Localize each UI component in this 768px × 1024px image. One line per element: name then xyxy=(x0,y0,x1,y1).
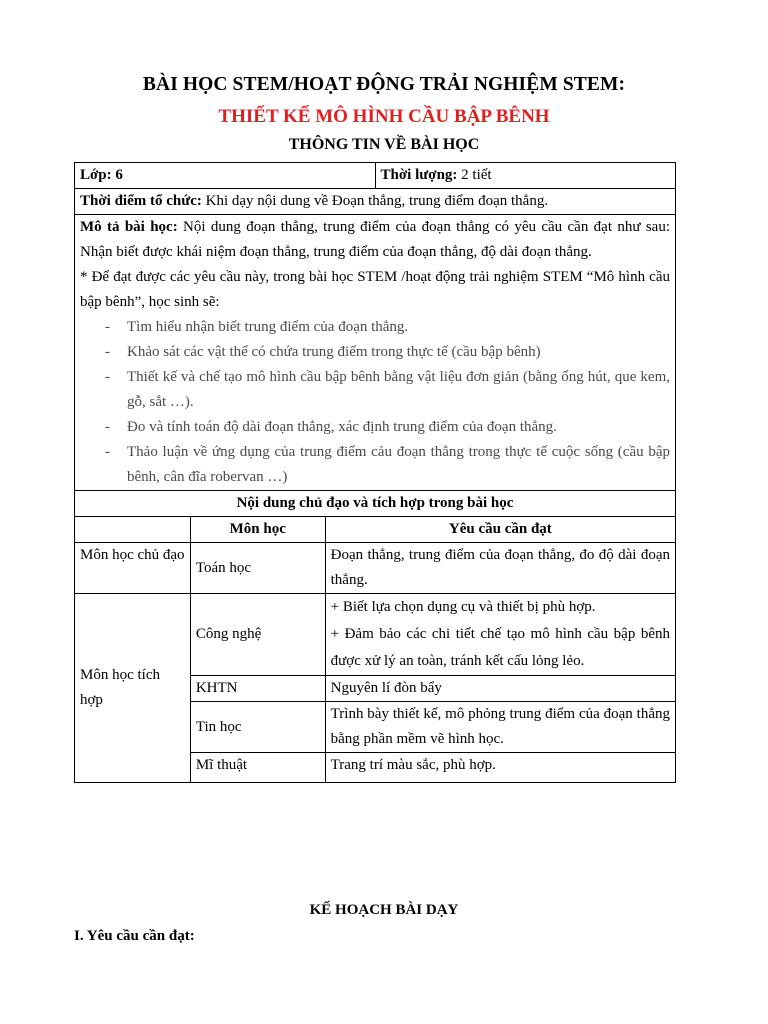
dash-bullet: - xyxy=(105,444,110,460)
integration-heading-row xyxy=(75,491,676,517)
list-item xyxy=(80,340,670,365)
activity-text: Tìm hiểu nhận biết trung điểm của đoạn thẳng. xyxy=(127,319,409,335)
info-section-title: THÔNG TIN VỀ BÀI HỌC xyxy=(288,136,480,153)
requirement-column-header: Yêu cầu cần đạt xyxy=(325,517,675,543)
description-value: Nội dung đoạn thẳng, trung điểm của đoạn thẳng có yêu cầu cần đạt như sau: Nhận biết được khái niệm đoạn thẳng, trung điểm của đoạn thẳng, độ dài đoạn thẳng. xyxy=(80,219,670,260)
table-row xyxy=(75,543,676,594)
description-cell xyxy=(75,215,676,491)
list-item xyxy=(80,365,670,415)
subject-column-header: Môn học xyxy=(190,517,325,543)
description-row xyxy=(75,215,676,491)
requirement-cell: Trình bày thiết kế, mô phỏng trung điểm của đoạn thẳng bằng phần mềm vẽ hình học. xyxy=(325,702,675,753)
activity-text: Thảo luận về ứng dụng của trung điểm cảu đoạn thẳng trong thực tế cuộc sống (cầu bập bênh, cân đĩa robervan …) xyxy=(127,444,670,485)
time-label: Thời điểm tổ chức: xyxy=(80,193,202,209)
duration-value: 2 tiết xyxy=(457,167,492,183)
activity-text: Thiết kế và chế tạo mô hình cầu bập bênh bằng vật liệu đơn giản (bằng ống hút, que kem, gỗ, sắt …). xyxy=(127,369,670,410)
dash-bullet: - xyxy=(105,369,110,385)
requirement-cell xyxy=(325,594,675,676)
group-cell-integrated: Môn học tích hợp xyxy=(75,594,191,783)
description-text xyxy=(80,215,670,265)
requirement-cell: Nguyên lí đòn bẩy xyxy=(325,676,675,702)
time-cell xyxy=(75,189,676,215)
description-label: Mô tả bài học: xyxy=(80,219,178,235)
time-value: Khi dạy nội dung về Đoạn thẳng, trung điểm đoạn thẳng. xyxy=(201,193,549,209)
plan-title: KẾ HOẠCH BÀI DẠY xyxy=(309,902,459,918)
list-item xyxy=(80,315,670,340)
lesson-type-title: BÀI HỌC STEM/HOẠT ĐỘNG TRẢI NGHIỆM STEM: xyxy=(142,74,626,95)
list-item xyxy=(80,440,670,490)
integration-header-row xyxy=(75,517,676,543)
duration-label: Thời lượng: xyxy=(380,167,458,183)
activity-text: Đo và tính toán độ dài đoạn thẳng, xác định trung điểm của đoạn thẳng. xyxy=(127,419,557,435)
goal-intro: * Để đạt được các yêu cầu này, trong bài học STEM /hoạt động trải nghiệm STEM “Mô hình cầu bập bênh”, học sinh sẽ: xyxy=(80,269,670,310)
grade-cell: Lớp: 6 xyxy=(75,163,376,189)
activity-list xyxy=(80,315,670,490)
subject-cell: Toán học xyxy=(190,543,325,594)
section-heading: I. Yêu cầu cần đạt: xyxy=(74,928,195,944)
dash-bullet: - xyxy=(105,344,110,360)
requirement-line: + Đảm bảo các chi tiết chế tạo mô hình cầu bập bênh được xử lý an toàn, tránh kết cấu lỏng lẻo. xyxy=(330,626,670,669)
grade-duration-row xyxy=(75,163,676,189)
requirement-cell: Trang trí màu sắc, phù hợp. xyxy=(325,753,675,783)
lesson-name-title: THIẾT KẾ MÔ HÌNH CẦU BẬP BÊNH xyxy=(218,106,550,127)
list-item xyxy=(80,415,670,440)
dash-bullet: - xyxy=(105,419,110,435)
time-row xyxy=(75,189,676,215)
group-cell-main: Môn học chủ đạo xyxy=(75,543,191,594)
duration-cell xyxy=(375,163,675,189)
integration-heading: Nội dung chủ đạo và tích hợp trong bài học xyxy=(75,491,676,517)
subject-cell: Công nghệ xyxy=(190,594,325,676)
requirement-line: + Biết lựa chọn dụng cụ và thiết bị phù hợp. xyxy=(330,599,596,615)
table-row xyxy=(75,594,676,676)
dash-bullet: - xyxy=(105,319,110,335)
requirement-cell: Đoạn thẳng, trung điểm của đoạn thẳng, đo độ dài đoạn thẳng. xyxy=(325,543,675,594)
subject-cell: Tin học xyxy=(190,702,325,753)
empty-header-cell xyxy=(75,517,191,543)
subject-cell: KHTN xyxy=(190,676,325,702)
activity-text: Khảo sát các vật thể có chứa trung điểm trong thực tế (cầu bập bênh) xyxy=(127,344,541,360)
subject-cell: Mĩ thuật xyxy=(190,753,325,783)
lesson-info-table xyxy=(74,162,676,783)
